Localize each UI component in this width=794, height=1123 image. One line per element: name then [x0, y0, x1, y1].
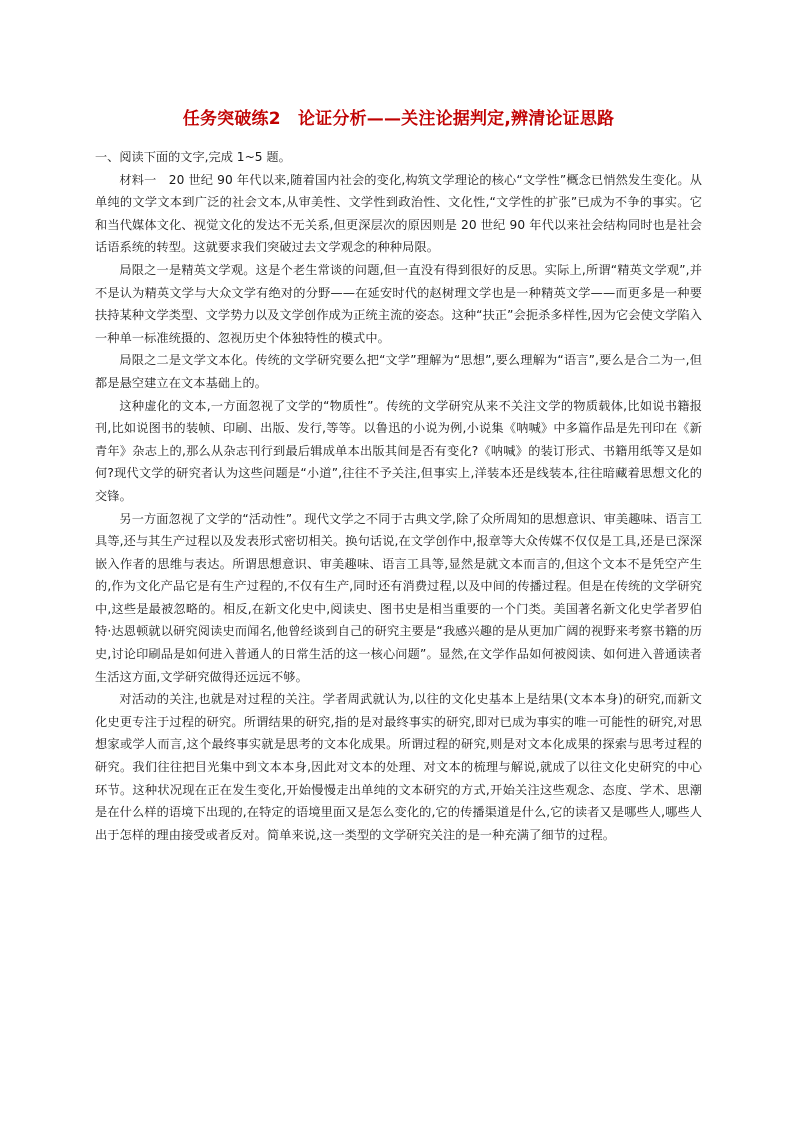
- paragraph-material-one: 材料一 20 世纪 90 年代以来,随着国内社会的变化,构筑文学理论的核心“文学性”概念已悄然发生变化。从单纯的文学文本到广泛的社会文本,从审美性、文学性到政治性、文化性,“文学性的扩张”已成为不争的事实。它和当代媒体文化、视觉文化的发达不无关系,但更深层次的原因则是 20 世纪 90 年代以来社会结构同时也是社会话语系统的转型。这就要求我们突破过去文学观念的种种局限。: [95, 172, 702, 255]
- paragraph-limitation-two: 局限之二是文学文本化。传统的文学研究要么把“文学”理解为“思想”,要么理解为“语言”,要么是合二为一,但都是悬空建立在文本基础上的。: [95, 353, 702, 390]
- document-title: 任务突破练2 论证分析——关注论据判定,辨清论证思路: [182, 109, 615, 129]
- paragraph-limitation-one: 局限之一是精英文学观。这是个老生常谈的问题,但一直没有得到很好的反思。实际上,所谓“精英文学观”,并不是认为精英文学与大众文学有绝对的分野——在延安时代的赵树理文学也是一种精英文学——而更多是一种要扶持某种文学类型、文学势力以及文学创作成为正统主流的姿态。这种“扶正”会扼杀多样性,因为它会使文学陷入一种单一标准统摄的、忽视历史个体独特性的模式中。: [95, 262, 702, 345]
- paragraph-activity: 另一方面忽视了文学的“活动性”。现代文学之不同于古典文学,除了众所周知的思想意识、审美趣味、语言工具等,还与其生产过程以及发表形式密切相关。换句话说,在文学创作中,报章等大众传媒不仅仅是工具,还是已深深嵌入作者的思维与表达。所谓思想意识、审美趣味、语言工具等,显然是就文本而言的,但这个文本不是凭空产生的,作为文化产品它是有生产过程的,不仅有生产,同时还有消费过程,以及中间的传播过程。但是在传统的文学研究中,这些是最被忽略的。相反,在新文化史中,阅读史、图书史是相当重要的一个门类。美国著名新文化史学者罗伯特·达恩顿就以研究阅读史而闻名,他曾经谈到自己的研究主要是“我感兴趣的是从更加广阔的视野来考察书籍的历史,讨论印刷品是如何进入普通人的日常生活的这一核心问题”。显然,在文学作品如何被阅读、如何进入普通读者生活这方面,文学研究做得还远远不够。: [95, 511, 702, 684]
- paragraph-materiality: 这种虚化的文本,一方面忽视了文学的“物质性”。传统的文学研究从来不关注文学的物质载体,比如说书籍报刊,比如说图书的装帧、印刷、出版、发行,等等。以鲁迅的小说为例,小说集《呐喊》中多篇作品是先刊印在《新青年》杂志上的,那么从杂志刊行到最后辑成单本出版其间是否有变化?《呐喊》的装订形式、书籍用纸等又是如何?现代文学的研究者认为这些问题是“小道”,往往不予关注,但事实上,洋装本还是线装本,往往暗藏着思想文化的交锋。: [95, 398, 702, 503]
- section-header: 一、阅读下面的文字,完成 1~5 题。: [95, 150, 291, 164]
- paragraph-process: 对活动的关注,也就是对过程的关注。学者周武就认为,以往的文化史基本上是结果(文本本身)的研究,而新文化史更专注于过程的研究。所谓结果的研究,指的是对最终事实的研究,即对已成为事实的唯一可能性的研究,对思想家或学人而言,这个最终事实就是思考的文本化成果。所谓过程的研究,则是对文本化成果的探索与思考过程的研究。我们往往把目光集中到文本本身,因此对文本的处理、对文本的梳理与解说,就成了以往文化史研究的中心环节。这种状况现在正在发生变化,开始慢慢走出单纯的文本研究的方式,开始关注这些观念、态度、学术、思潮是在什么样的语境下出现的,在特定的语境里面又是怎么变化的,它的传播渠道是什么,它的读者又是哪些人,哪些人出于怎样的理由接受或者反对。简单来说,这一类型的文学研究关注的是一种充满了细节的过程。: [95, 692, 702, 842]
